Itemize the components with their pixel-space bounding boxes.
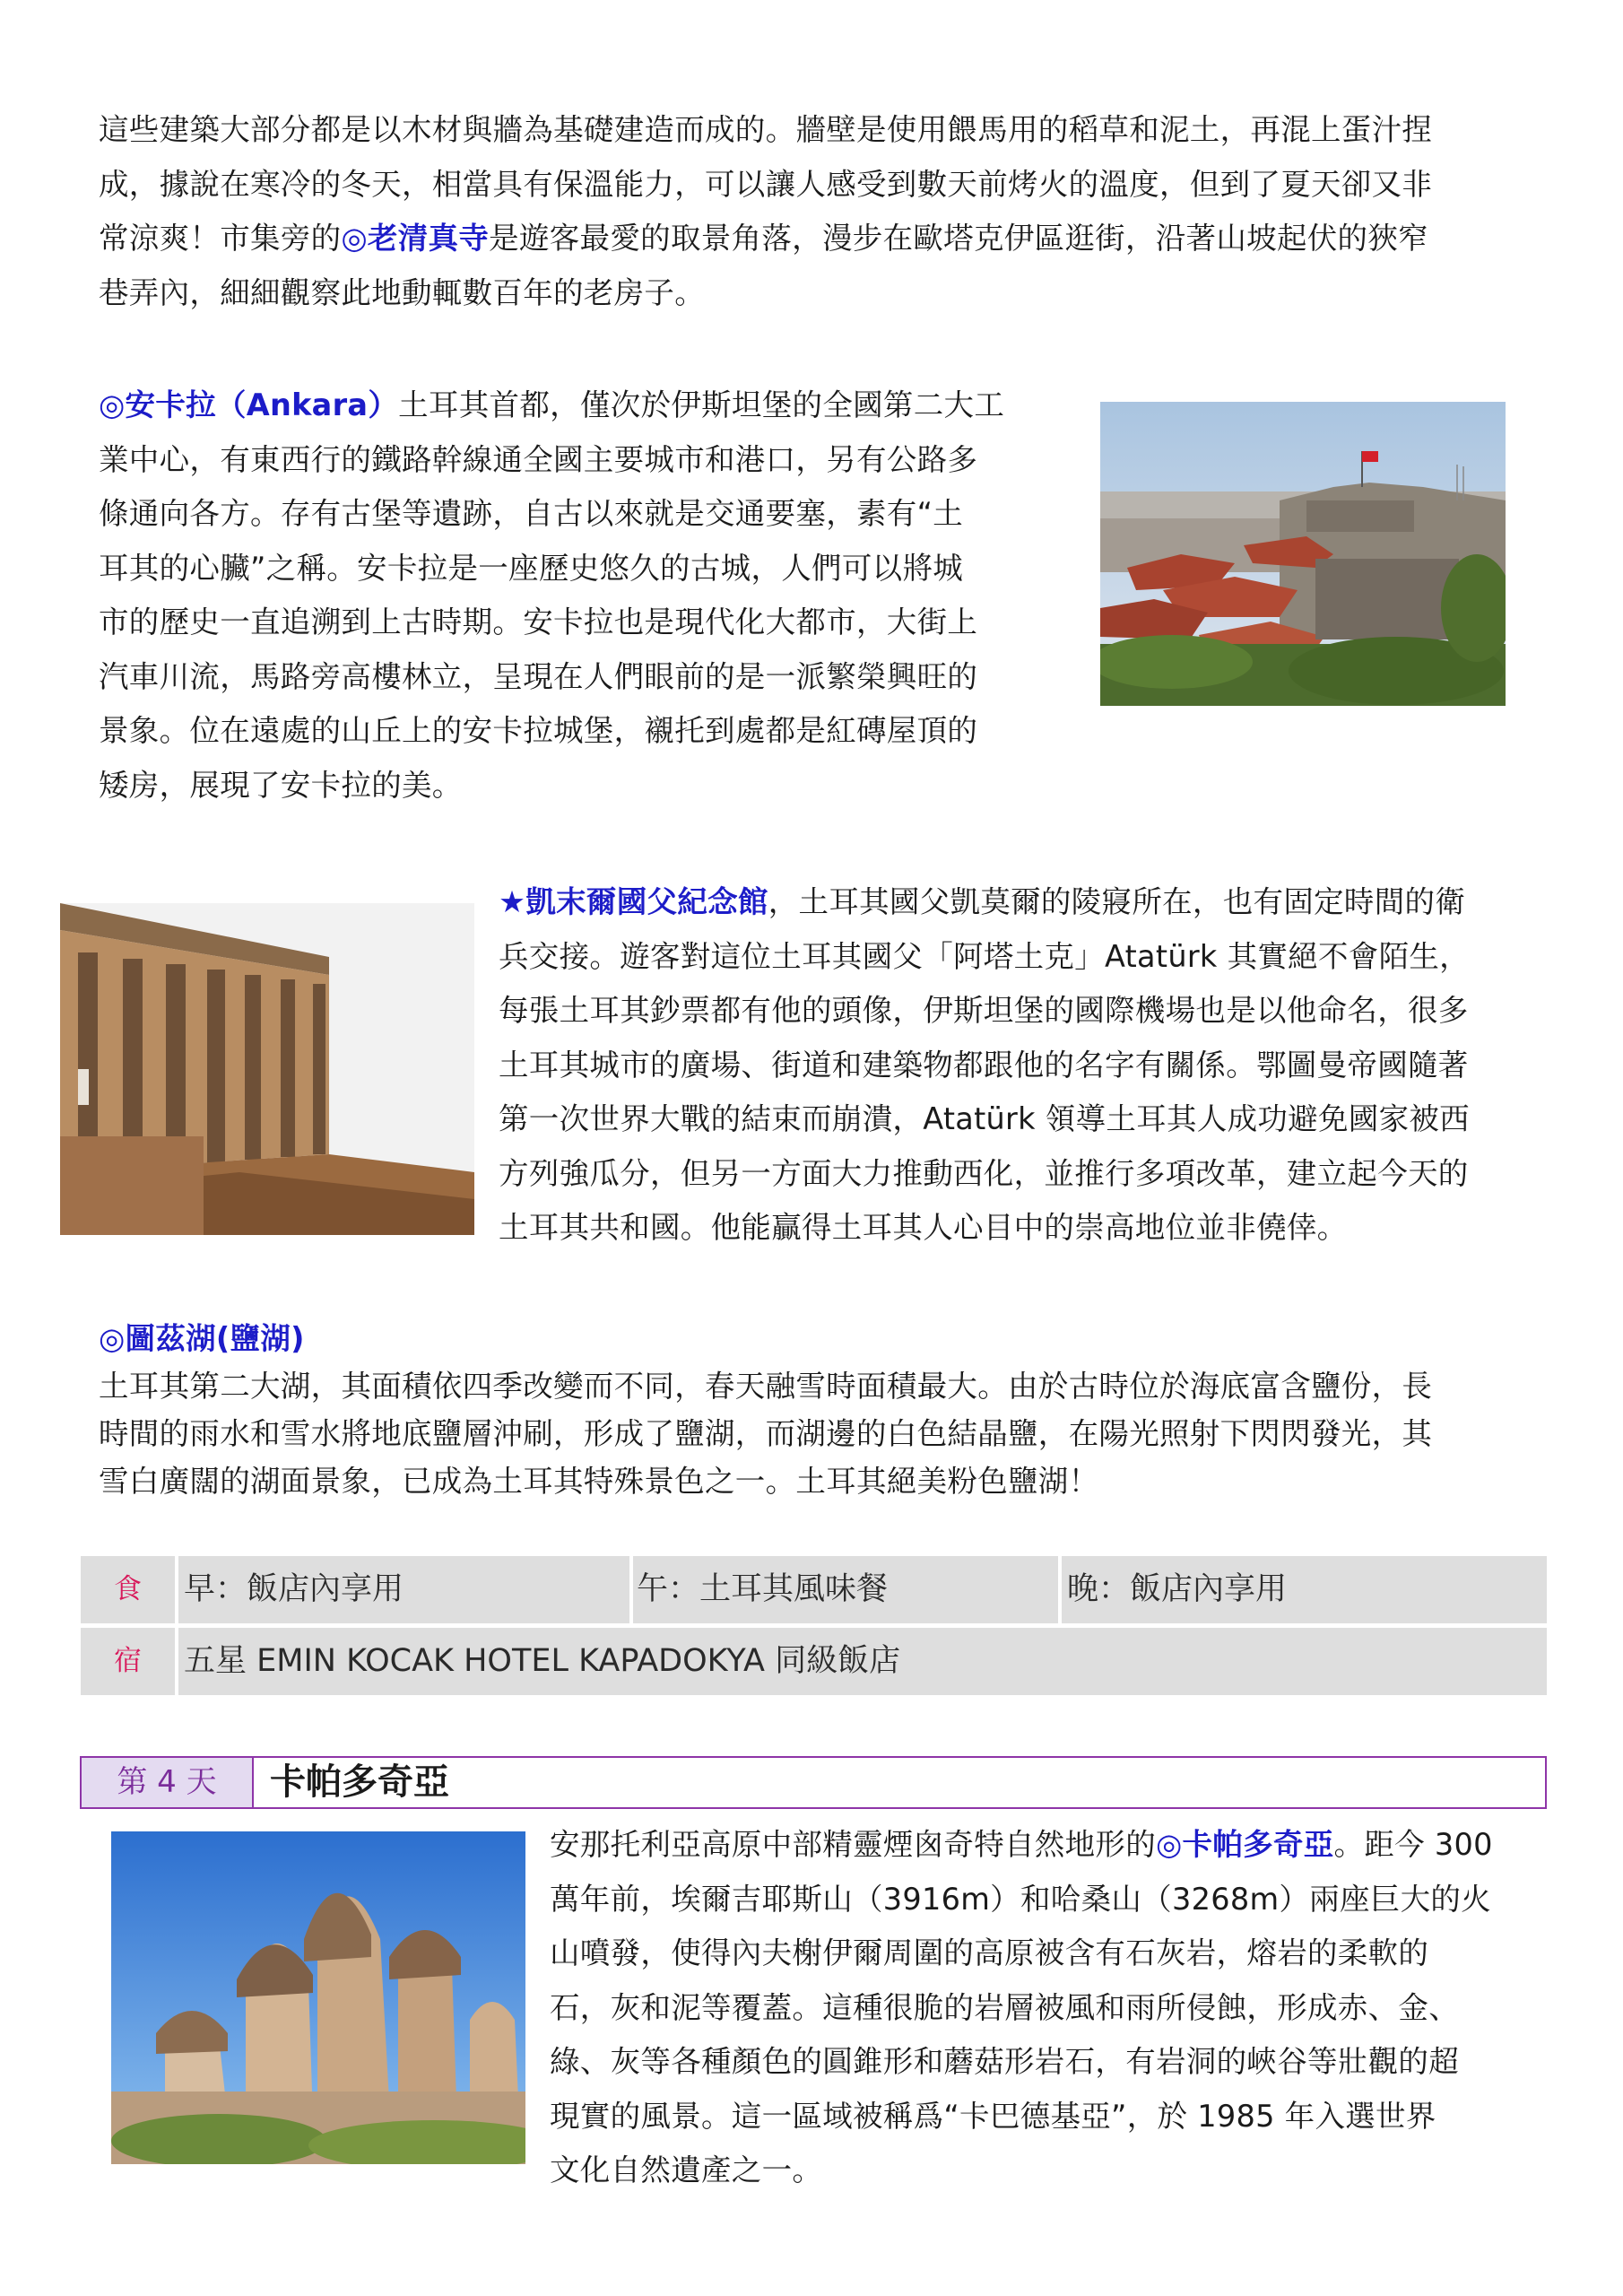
lodging-row: [81, 1628, 1547, 1695]
cappadocia-line: 萬年前，埃爾吉耶斯山（3916m）和哈桑山（3268m）兩座巨大的火: [550, 1881, 1491, 1917]
intro-line: 成，據說在寒冷的冬天，相當具有保溫能力，可以讓人感受到數天前烤火的溫度，但到了夏天卻又非: [99, 166, 1433, 202]
old-mosque-highlight: ◎老清真寺: [341, 221, 490, 256]
day-number-label: 第 4 天: [82, 1758, 254, 1807]
divider: [175, 1556, 178, 1623]
ankara-title: ◎安卡拉（Ankara）: [99, 387, 399, 422]
ankara-line: 耳其的心臟”之稱。安卡拉是一座歷史悠久的古城，人們可以將城: [99, 550, 964, 586]
intro-line: 巷弄內，細細觀察此地動輒數百年的老房子。: [99, 274, 705, 310]
lodging-label: 宿: [114, 1645, 142, 1677]
dinner-cell: 晚：飯店內享用: [1067, 1571, 1288, 1607]
cappadocia-line: 山噴發，使得內夫榭伊爾周圍的高原被含有石灰岩，熔岩的柔軟的: [550, 1935, 1429, 1970]
cappadocia-paragraph: [550, 1818, 1493, 2198]
ankara-line: ◎安卡拉（Ankara）土耳其首都，僅次於伊斯坦堡的全國第二大工: [99, 387, 1005, 422]
ankara-paragraph: [99, 378, 1004, 813]
day-header: [80, 1756, 1547, 1809]
day-title: 卡帕多奇亞: [270, 1761, 449, 1803]
ankara-line: 市的歷史一直追溯到上古時期。安卡拉也是現代化大都市，大街上: [99, 604, 978, 639]
tuz-lake-line: 時間的雨水和雪水將地底鹽層沖刷，形成了鹽湖，而湖邊的白色結晶鹽，在陽光照射下閃閃發光，其: [99, 1416, 1433, 1451]
ankara-line: 業中心，有東西行的鐵路幹線通全國主要城市和港口，另有公路多: [99, 441, 978, 477]
divider: [1058, 1556, 1062, 1623]
cappadocia-line: 安那托利亞高原中部精靈煙囪奇特自然地形的◎卡帕多奇亞。距今 300: [550, 1827, 1493, 1862]
intro-line: 這些建築大部分都是以木材與牆為基礎建造而成的。牆壁是使用餵馬用的稻草和泥土，再混上蛋汁捏: [99, 112, 1433, 147]
cappadocia-line: 現實的風景。這一區域被稱爲“卡巴德基亞”，於 1985 年入選世界: [550, 2098, 1436, 2134]
tuz-lake-line: 雪白廣闊的湖面景象，已成為土耳其特殊景色之一。土耳其絕美粉色鹽湖！: [99, 1464, 1099, 1499]
meal-label: 食: [114, 1573, 142, 1605]
divider: [175, 1628, 178, 1695]
ataturk-line: 第一次世界大戰的結束而崩潰，Atatürk 領導土耳其人成功避免國家被西: [499, 1101, 1470, 1136]
ataturk-mausoleum-photo: [60, 903, 474, 1235]
ataturk-paragraph: [499, 875, 1470, 1256]
intro-paragraph: [99, 103, 1432, 320]
hotel-cell: 五星 EMIN KOCAK HOTEL KAPADOKYA 同級飯店: [184, 1643, 901, 1679]
intro-line: 常涼爽！市集旁的◎老清真寺是遊客最愛的取景角落，漫步在歐塔克伊區逛街，沿著山坡起伏的狹窄: [99, 221, 1428, 256]
meals-row: [81, 1556, 1547, 1623]
ataturk-title: ★凱末爾國父紀念館: [499, 884, 768, 919]
cappadocia-line: 綠、灰等各種顏色的圓錐形和蘑菇形岩石，有岩洞的峽谷等壯觀的超: [550, 2044, 1459, 2079]
cappadocia-fairy-chimneys-photo: [111, 1831, 525, 2164]
ankara-line: 矮房，展現了安卡拉的美。: [99, 767, 463, 803]
meals-table: [81, 1556, 1547, 1696]
cappadocia-line: 石，灰和泥等覆蓋。這種很脆的岩層被風和雨所侵蝕，形成赤、金、: [550, 1989, 1459, 2025]
ankara-line: 條通向各方。存有古堡等遺跡，自古以來就是交通要塞，素有“土: [99, 496, 964, 531]
lunch-cell: 午：土耳其風味餐: [637, 1571, 889, 1607]
ankara-castle-photo: [1100, 402, 1506, 706]
ataturk-line: 兵交接。遊客對這位土耳其國父「阿塔土克」Atatürk 其實絕不會陌生，: [499, 938, 1470, 974]
breakfast-cell: 早：飯店內享用: [184, 1571, 404, 1607]
tuz-lake-line: 土耳其第二大湖，其面積依四季改變而不同，春天融雪時面積最大。由於古時位於海底富含鹽份，長: [99, 1369, 1433, 1404]
ankara-line: 景象。位在遠處的山丘上的安卡拉城堡，襯托到處都是紅磚屋頂的: [99, 713, 978, 748]
cappadocia-line: 文化自然遺產之一。: [550, 2152, 823, 2187]
tuz-lake-section: [99, 1315, 1432, 1505]
cappadocia-highlight: ◎卡帕多奇亞: [1156, 1827, 1334, 1862]
ataturk-line: 每張土耳其鈔票都有他的頭像，伊斯坦堡的國際機場也是以他命名，很多: [499, 993, 1469, 1028]
ataturk-line: ★凱末爾國父紀念館，土耳其國父凱莫爾的陵寢所在，也有固定時間的衛: [499, 884, 1466, 919]
ataturk-line: 土耳其城市的廣場、街道和建築物都跟他的名字有關係。鄂圖曼帝國隨著: [499, 1047, 1469, 1083]
divider: [629, 1556, 633, 1623]
tuz-lake-title: ◎圖茲湖(鹽湖): [99, 1321, 305, 1356]
ataturk-line: 方列強瓜分，但另一方面大力推動西化，並推行多項改革，建立起今天的: [499, 1155, 1469, 1191]
ataturk-line: 土耳其共和國。他能贏得土耳其人心目中的崇高地位並非僥倖。: [499, 1210, 1348, 1245]
ankara-line: 汽車川流，馬路旁高樓林立，呈現在人們眼前的是一派繁榮興旺的: [99, 658, 978, 694]
